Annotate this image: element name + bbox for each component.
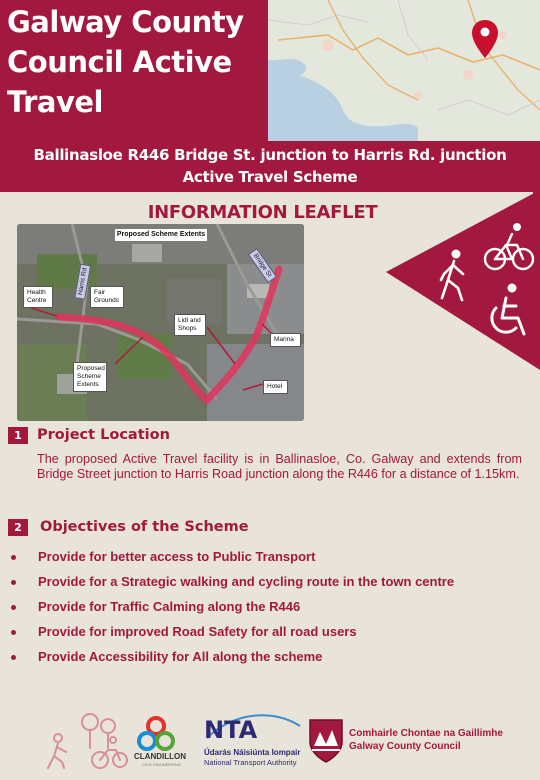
clandillon-name: CLANDILLON [134,752,186,761]
council-english-name: Galway County Council [349,741,461,752]
council-crest-icon [306,716,346,764]
title-line: Galway County [7,5,244,39]
map-label-health-centre: Health Centre [23,286,53,308]
map-label-fair-grounds: Fair Grounds [90,286,124,308]
list-item: Provide for improved Road Safety for all road users [8,624,508,649]
street-label-harris-rd: Harris Rd [74,263,91,300]
list-item: Provide Accessibility for All along the scheme [8,649,508,674]
list-item: Provide for a Strategic walking and cycling route in the town centre [8,574,508,599]
page-title [7,2,269,122]
leaflet-heading: INFORMATION LEAFLET [147,202,378,223]
active-travel-logo [38,710,128,770]
header-banner [0,0,540,192]
map-label-marina: Marina [270,333,301,347]
scheme-extents-map [17,224,304,421]
list-item: Provide for better access to Public Transport [8,549,508,574]
clandillon-mark-icon [132,716,192,752]
nta-english-name: National Transport Authority [204,758,297,767]
council-irish-name: Comhairle Chontae na Gaillimhe [349,728,503,739]
clandillon-logo [132,716,192,772]
title-line: Travel [7,85,103,119]
location-map-image [268,0,540,141]
map-title: Proposed Scheme Extents [115,229,207,241]
section-number-1: 1 [8,427,28,444]
subtitle-line: Active Travel Scheme [182,168,358,186]
map-label-proposed: Proposed Scheme Extents [73,362,107,392]
map-label-lidl: Lidl and Shops [174,314,206,336]
subtitle-line: Ballinasloe R446 Bridge St. junction to Harris Rd. junction [33,146,507,164]
nta-irish-name: Údarás Náisiúnta Iompair [204,748,301,757]
section-title-project-location: Project Location [37,427,170,443]
clandillon-tagline: CIVIL ENGINEERING [142,762,181,767]
map-label-hotel: Hotel [263,380,288,394]
section-number-2: 2 [8,519,28,536]
list-item: Provide for Traffic Calming along the R446 [8,599,508,624]
objectives-list [8,549,508,674]
street-label-bridge-st: Bridge St [248,248,277,283]
scheme-subtitle [0,144,540,188]
location-map [268,0,540,141]
project-location-text: The proposed Active Travel facility is in Ballinasloe, Co. Galway and extends from Bridge Street junction to Harris Road junction along the R446 for a distance of 1.15km. [37,452,522,481]
title-line: Council Active [7,45,232,79]
nta-acronym: NTA [204,716,258,744]
section-title-objectives: Objectives of the Scheme [40,519,249,535]
mode-icons-panel [386,190,540,370]
nta-logo [202,708,302,770]
